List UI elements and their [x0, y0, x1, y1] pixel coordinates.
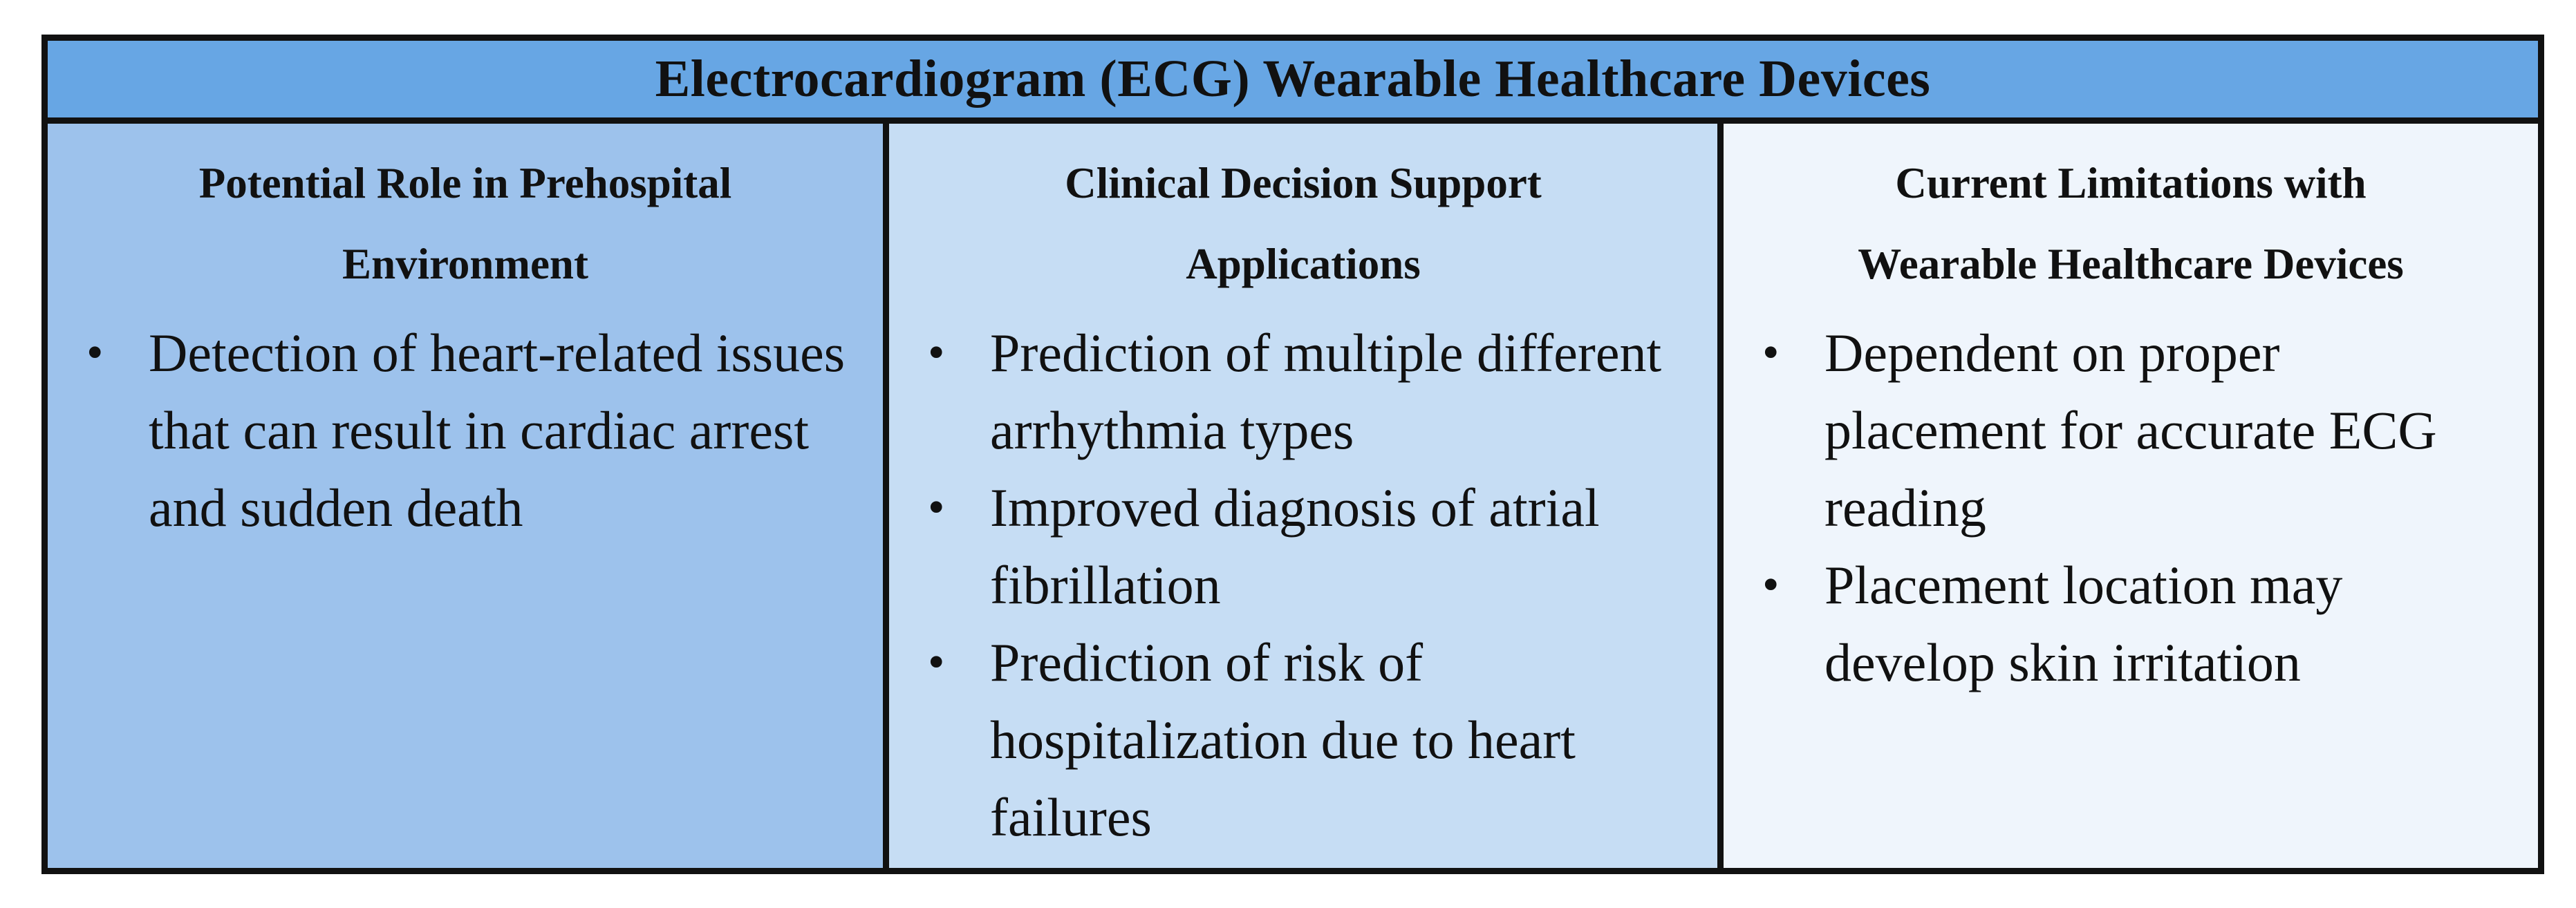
column-heading-line: Environment [342, 240, 588, 288]
column-heading [1748, 143, 2513, 305]
bullet-icon: • [1762, 558, 1780, 612]
column-heading-line: Current Limitations with [1895, 159, 2367, 207]
bullet-icon: • [86, 326, 104, 379]
bullet-text: Detection of heart-related issues that can result in cardiac arrest and sudden death [149, 323, 846, 538]
ecg-devices-table [41, 35, 2544, 874]
bullet-item [73, 314, 858, 547]
bullet-text: Placement location may develop skin irritation [1824, 555, 2343, 692]
table-title: Electrocardiogram (ECG) Wearable Healthcare Devices [48, 41, 2538, 124]
bullet-item [914, 469, 1692, 624]
bullet-icon: • [928, 636, 945, 689]
bullet-icon: • [1762, 326, 1780, 379]
bullet-list [914, 314, 1692, 856]
columns-container [48, 124, 2538, 868]
column-heading-line: Clinical Decision Support [1065, 159, 1542, 207]
bullet-item [1748, 314, 2513, 547]
bullet-icon: • [928, 326, 945, 379]
bullet-list [1748, 314, 2513, 701]
bullet-item [914, 624, 1692, 856]
bullet-list [73, 314, 858, 547]
column-heading [73, 143, 858, 305]
column-heading-line: Applications [1186, 240, 1421, 288]
bullet-icon: • [928, 481, 945, 534]
bullet-text: Prediction of risk of hospitalization due to heart failures [990, 632, 1576, 847]
bullet-text: Dependent on proper placement for accurate ECG reading [1824, 323, 2437, 538]
bullet-text: Prediction of multiple different arrhythmia types [990, 323, 1662, 460]
column-current-limitations [1717, 124, 2538, 868]
column-heading-line: Potential Role in Prehospital [198, 159, 732, 207]
column-prehospital-role [48, 124, 883, 868]
bullet-item [1748, 547, 2513, 701]
column-heading [914, 143, 1692, 305]
column-clinical-decision-support [883, 124, 1717, 868]
column-heading-line: Wearable Healthcare Devices [1858, 240, 2404, 288]
bullet-item [914, 314, 1692, 469]
bullet-text: Improved diagnosis of atrial fibrillation [990, 477, 1600, 615]
